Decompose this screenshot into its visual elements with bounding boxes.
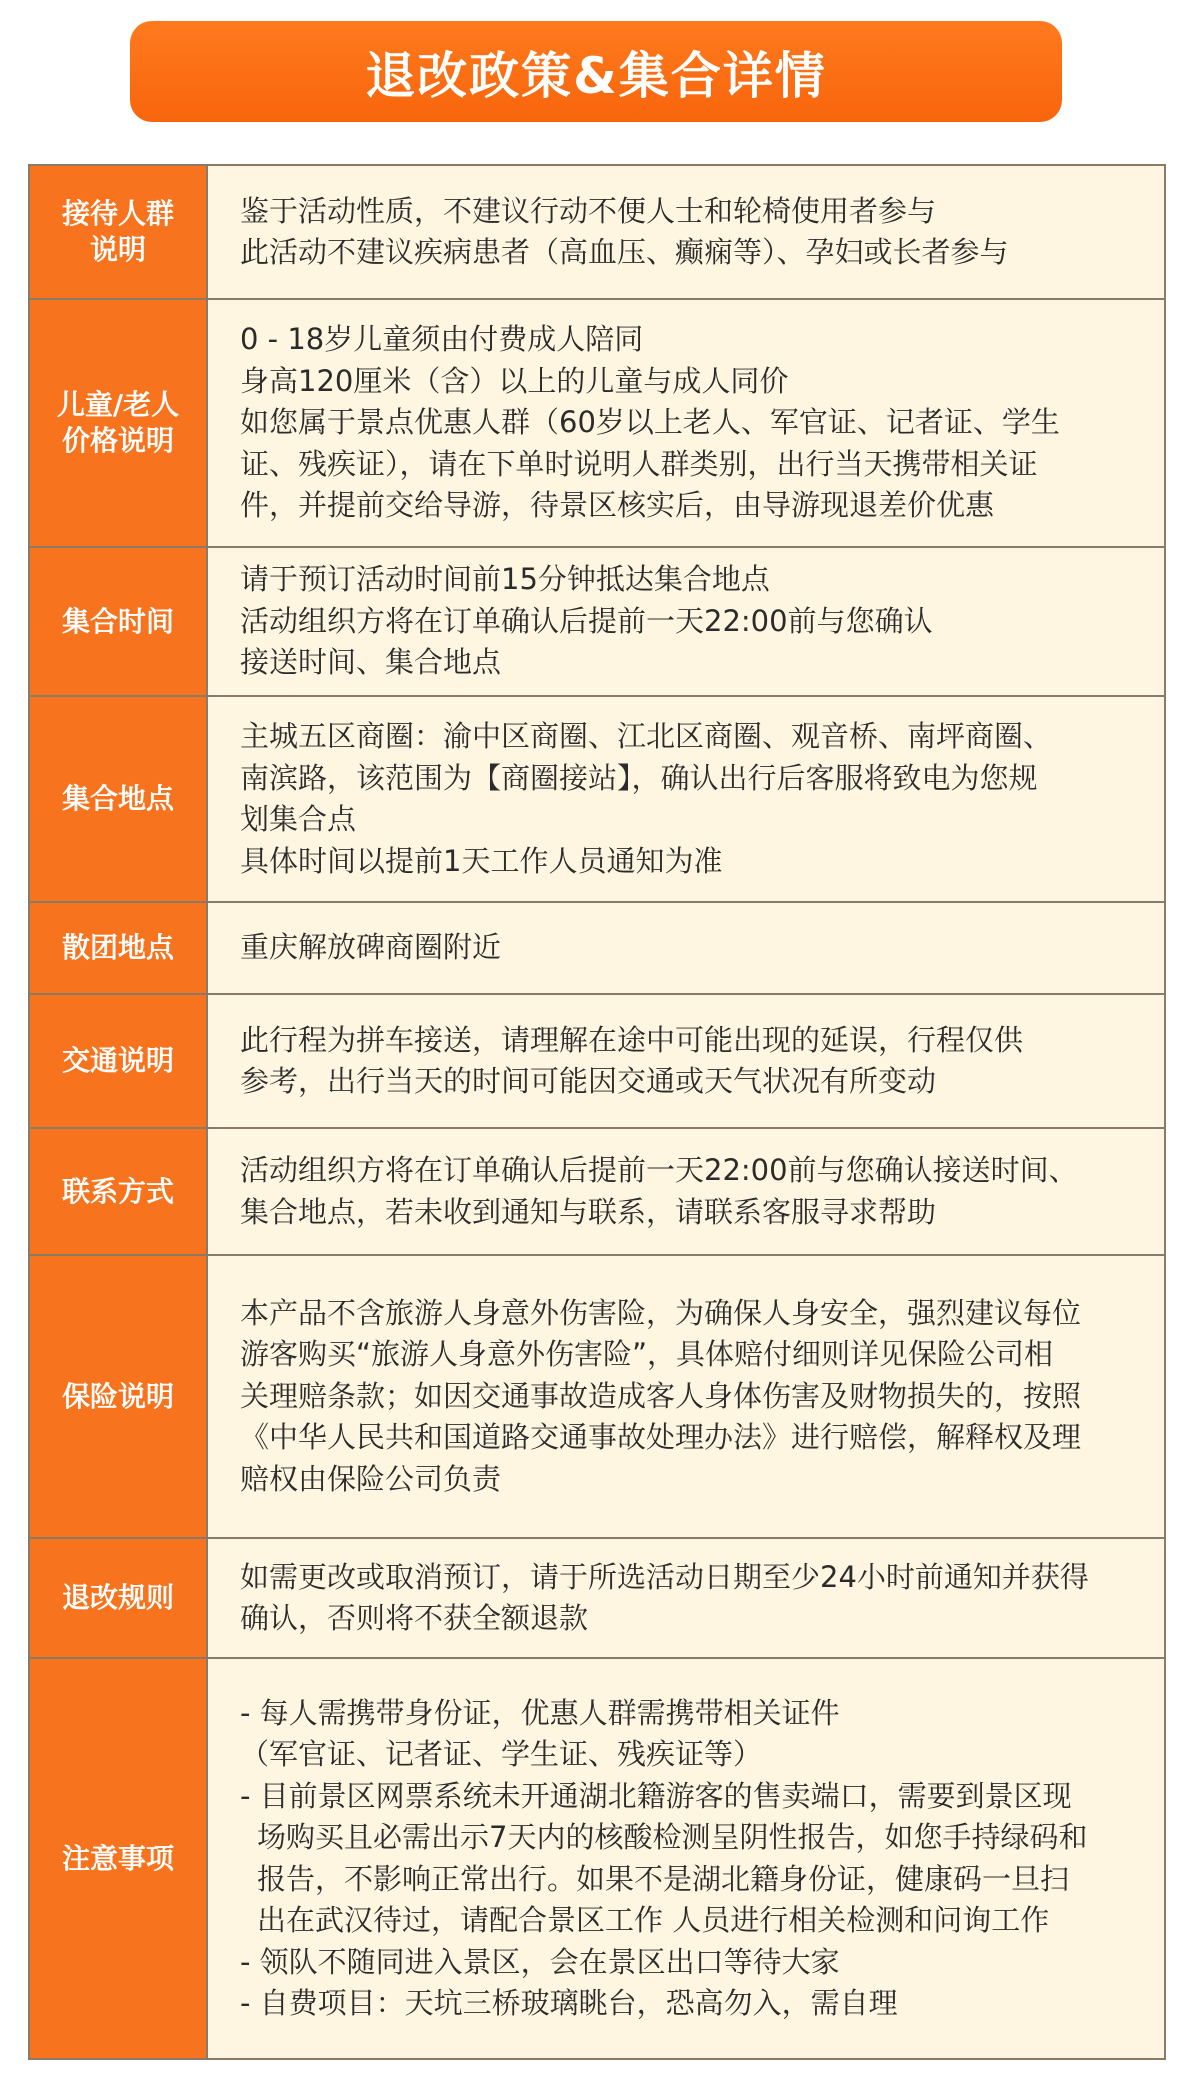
content-line: 0 - 18岁儿童须由付费成人陪同 [240,322,644,357]
row-content [208,697,1166,901]
policy-row-meeting-point [30,697,1166,903]
content-line: 此活动不建议疾病患者（高血压、癫痫等）、孕妇或长者参与 [240,235,1009,269]
content-line: （军官证、记者证、学生证、残疾证等） [240,1737,763,1771]
content-line: 如您属于景点优惠人群（60岁以上老人、军官证、记者证、学生 [240,405,1060,440]
content-line: 具体时间以提前1天工作人员通知为准 [240,843,723,878]
policy-row-refund-rules [30,1539,1166,1659]
content-line: - 自费项目：天坑三桥玻璃眺台，恐高勿入，需自理 [240,1986,898,2020]
row-label-cell [30,166,208,298]
row-label: 联系方式 [61,1174,174,1208]
row-label: 集合地点 [61,782,174,815]
content-line: 南滨路，该范围为【商圈接站】，确认出行后客服将致电为您规 [240,760,1038,795]
policy-row-child-senior-price [30,300,1166,548]
content-line: - 每人需携带身份证，优惠人群需携带相关证件 [240,1695,840,1730]
content-line: 确认，否则将不获全额退款 [240,1601,589,1635]
row-content [208,1129,1166,1254]
content-line: 报告，不影响正常出行。如果不是湖北籍身份证，健康码一旦扫 [257,1861,1070,1896]
content-line: 活动组织方将在订单确认后提前一天22:00前与您确认 [240,603,933,638]
content-line: 集合地点，若未收到通知与联系，请联系客服寻求帮助 [240,1194,937,1229]
row-label-cell [30,1256,208,1537]
row-label-cell [30,1659,208,2058]
content-line: 参考，出行当天的时间可能因交通或天气状况有所变动 [240,1064,937,1098]
content-line: 身高120厘米（含）以上的儿童与成人同价 [240,363,789,398]
row-content [208,1256,1166,1537]
row-content [208,300,1166,546]
content-line: 接送时间、集合地点 [240,645,502,680]
policy-row-contact [30,1129,1166,1256]
content-line: 件，并提前交给导游，待景区核实后，由导游现退差价优惠 [240,488,995,523]
row-content [208,548,1166,695]
row-label-cell [30,300,208,546]
title-banner [130,21,1062,122]
content-line: 出在武汉待过，请配合景区工作 人员进行相关检测和问询工作 [257,1903,1050,1937]
content-line: 场购买且必需出示7天内的核酸检测呈阴性报告，如您手持绿码和 [257,1820,1088,1854]
content-line: 重庆解放碑商圈附近 [240,930,502,965]
content-line: 关理赔条款；如因交通事故造成客人身体伤害及财物损失的，按照 [240,1378,1082,1413]
row-content [208,903,1166,993]
page-title: 退改政策&集合详情 [365,46,827,105]
row-content [208,166,1166,298]
content-line: 游客购买“旅游人身意外伤害险”，具体赔付细则详见保险公司相 [240,1337,1054,1372]
row-label-cell [30,903,208,993]
row-label: 接待人群 说明 [61,197,174,266]
row-label: 退改规则 [61,1581,174,1614]
row-label-cell [30,548,208,695]
row-label: 散团地点 [61,931,174,964]
policy-row-meeting-time [30,548,1166,697]
row-label: 注意事项 [61,1841,174,1875]
content-line: 此行程为拼车接送，请理解在途中可能出现的延误，行程仅供 [240,1022,1024,1057]
content-line: 活动组织方将在订单确认后提前一天22:00前与您确认接送时间、 [240,1153,1078,1187]
row-label: 儿童/老人 价格说明 [56,388,180,457]
row-label-cell [30,995,208,1127]
row-label: 集合时间 [61,604,174,638]
content-line: 鉴于活动性质，不建议行动不便人士和轮椅使用者参与 [240,193,937,228]
policy-row-dismissal-point [30,903,1166,995]
content-line: 主城五区商圈：渝中区商圈、江北区商圈、观音桥、南坪商圈、 [240,719,1053,753]
row-content [208,1659,1166,2058]
row-label-cell [30,697,208,901]
row-label: 保险说明 [61,1379,174,1413]
row-label-cell [30,1129,208,1254]
policy-row-insurance [30,1256,1166,1539]
content-line: 《中华人民共和国道路交通事故处理办法》进行赔偿，解释权及理 [240,1420,1082,1455]
policy-row-guest-notice [30,166,1166,300]
row-label-cell [30,1539,208,1657]
content-line: 请于预订活动时间前15分钟抵达集合地点 [240,562,770,597]
policy-table [28,164,1166,2060]
content-line: - 领队不随同进入景区，会在景区出口等待大家 [240,1944,840,1979]
content-line: 划集合点 [240,802,357,836]
policy-row-notes [30,1659,1166,2060]
row-content [208,995,1166,1127]
content-line: 如需更改或取消预订，请于所选活动日期至少24小时前通知并获得 [240,1559,1089,1594]
content-line: 本产品不含旅游人身意外伤害险，为确保人身安全，强烈建议每位 [240,1295,1082,1330]
row-content [208,1539,1166,1657]
content-line: 证、残疾证），请在下单时说明人群类别，出行当天携带相关证 [240,446,1038,481]
row-label: 交通说明 [61,1044,174,1077]
content-line: - 目前景区网票系统未开通湖北籍游客的售卖端口，需要到景区现 [240,1778,1072,1813]
content-line: 赔权由保险公司负责 [240,1461,502,1496]
policy-row-transport [30,995,1166,1129]
